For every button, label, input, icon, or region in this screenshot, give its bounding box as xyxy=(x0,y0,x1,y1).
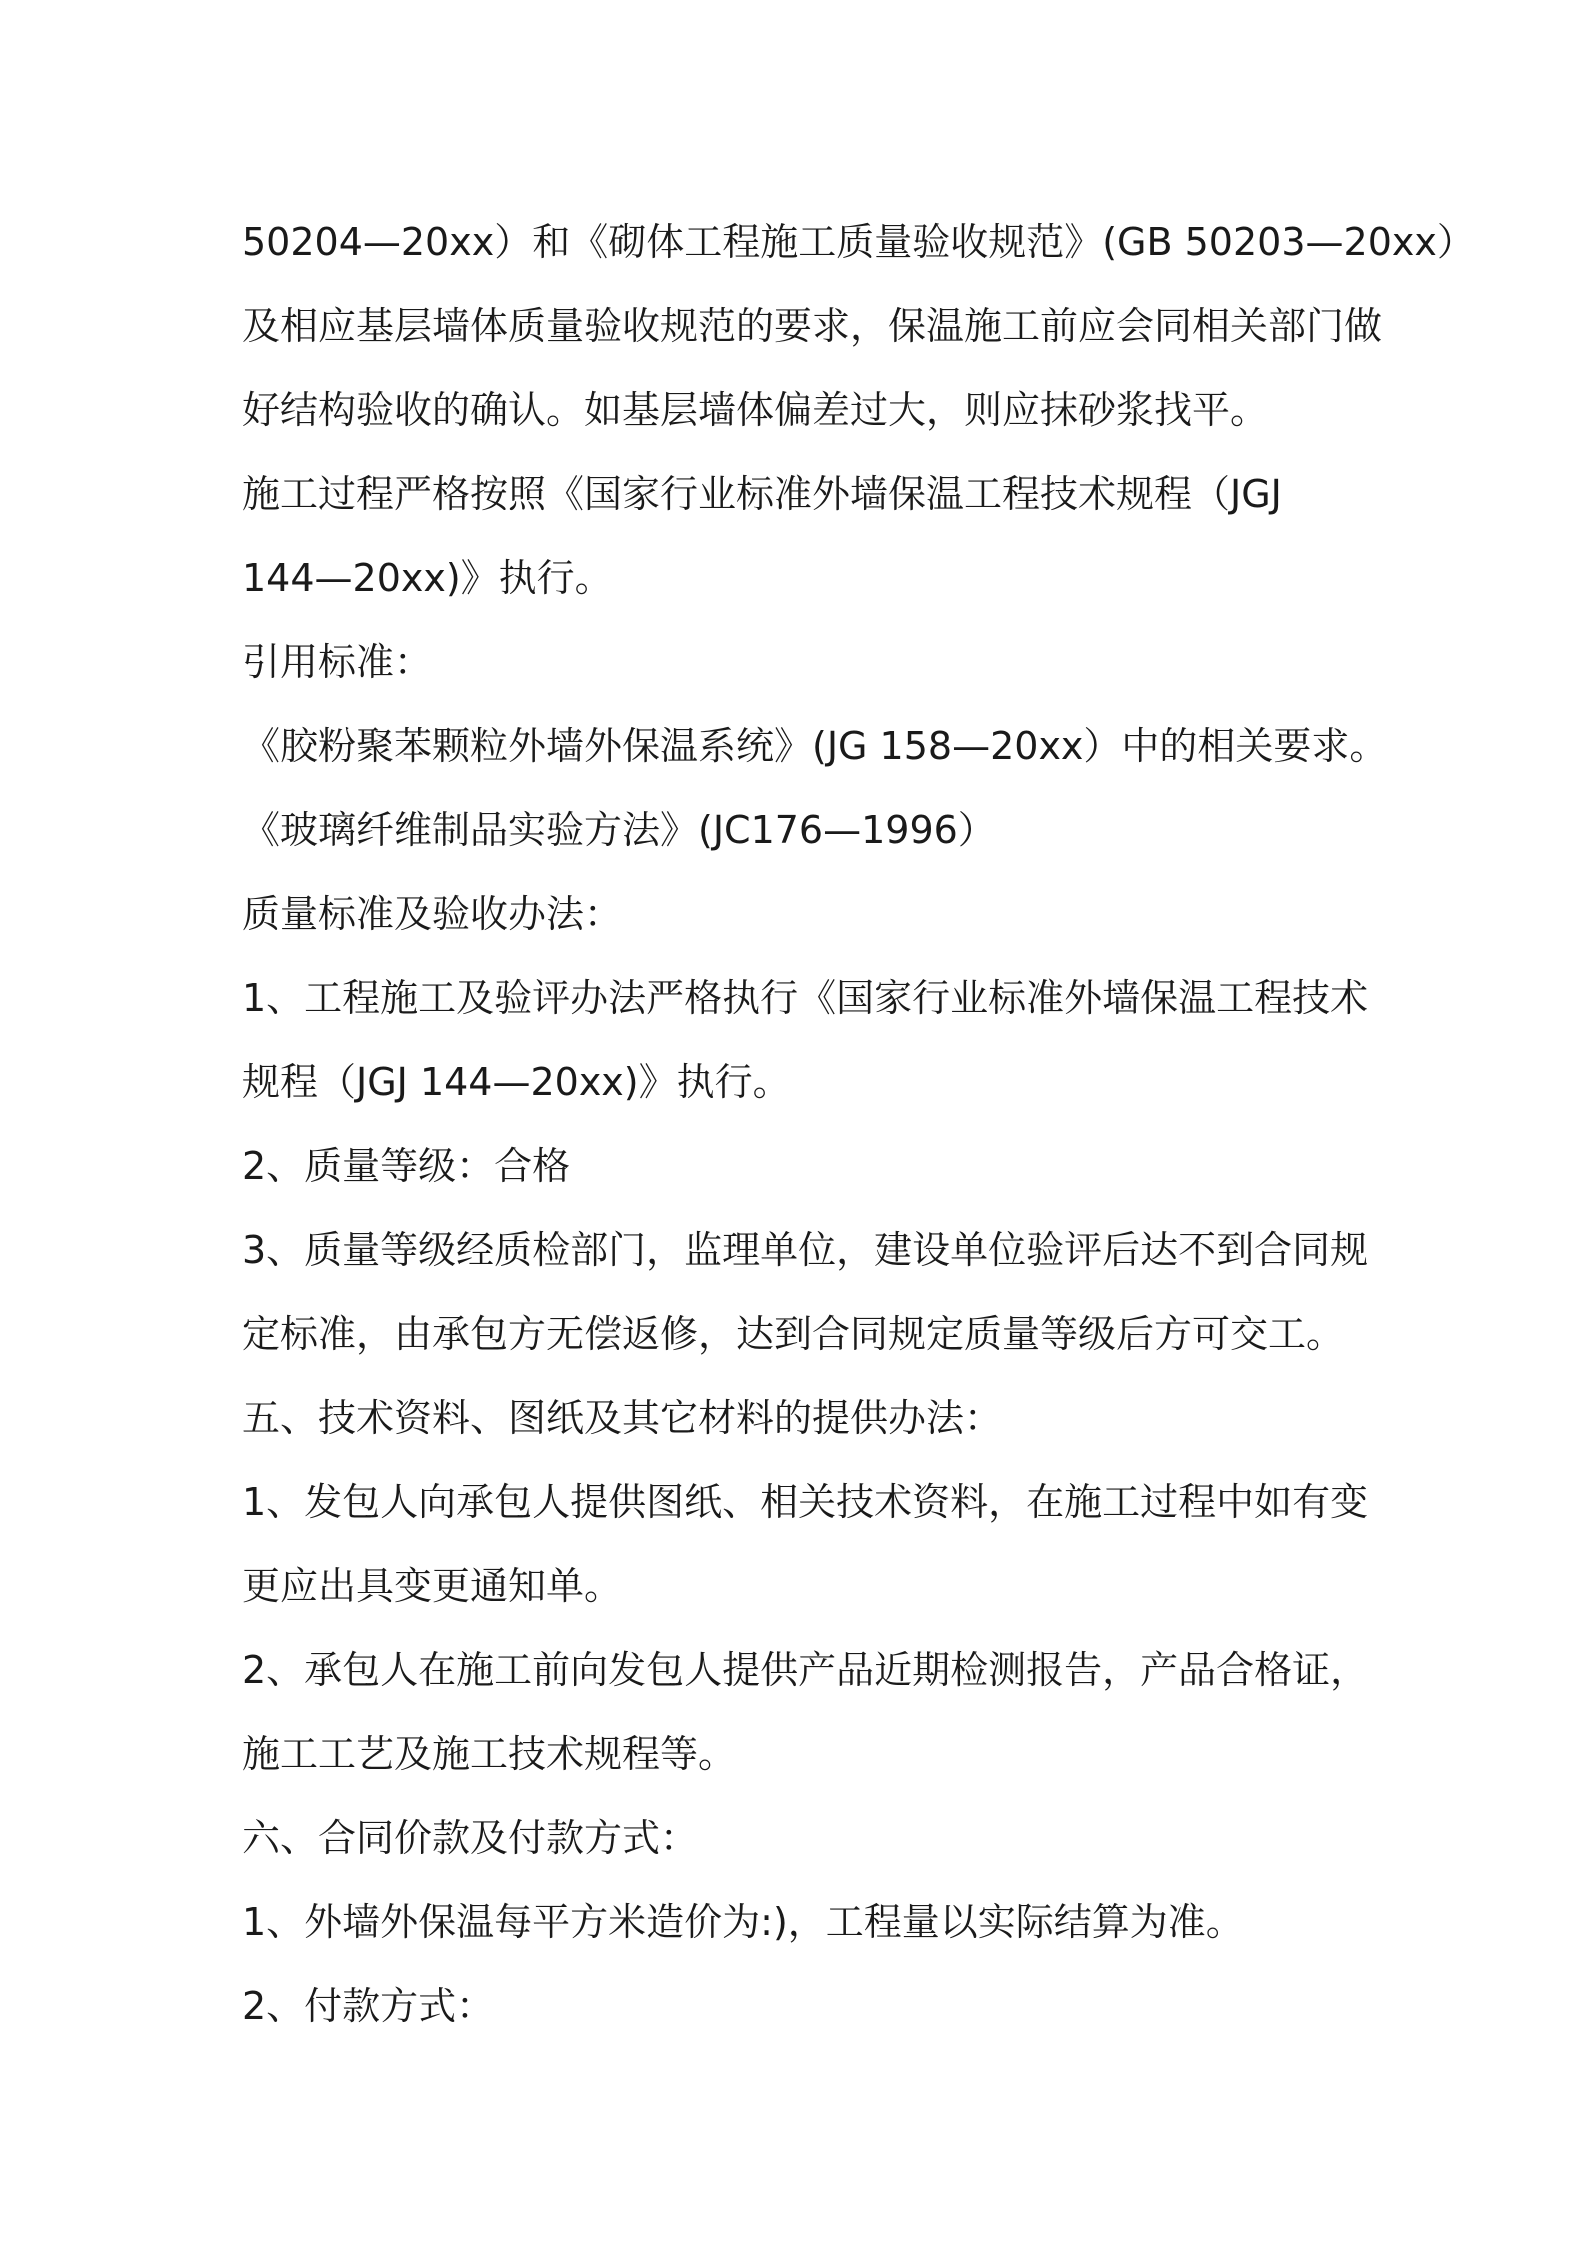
section-heading-contract-price: 六、合同价款及付款方式： xyxy=(242,1816,699,1860)
text-line: 3、质量等级经质检部门，监理单位，建设单位验评后达不到合同规 xyxy=(242,1228,1369,1272)
text-line: 施工过程严格按照《国家行业标准外墙保温工程技术规程（JGJ xyxy=(242,472,1282,516)
section-heading-technical-materials: 五、技术资料、图纸及其它材料的提供办法： xyxy=(242,1396,1003,1440)
text-line: 1、外墙外保温每平方米造价为:)，工程量以实际结算为准。 xyxy=(242,1900,1244,1944)
text-line: 2、承包人在施工前向发包人提供产品近期检测报告，产品合格证， xyxy=(242,1648,1369,1692)
document-body xyxy=(242,200,1475,2048)
text-line: 定标准，由承包方无偿返修，达到合同规定质量等级后方可交工。 xyxy=(242,1312,1345,1356)
text-line: 50204—20xx）和《砌体工程施工质量验收规范》(GB 50203—20xx） xyxy=(242,220,1475,264)
text-line: 施工工艺及施工技术规程等。 xyxy=(242,1732,737,1776)
text-line: 2、质量等级：合格 xyxy=(242,1144,571,1188)
text-line: 2、付款方式： xyxy=(242,1984,495,2028)
text-line: 1、发包人向承包人提供图纸、相关技术资料，在施工过程中如有变 xyxy=(242,1480,1369,1524)
text-line: 规程（JGJ 144—20xx)》执行。 xyxy=(242,1060,791,1104)
text-line: 144—20xx)》执行。 xyxy=(242,556,613,600)
section-heading-quality-standards: 质量标准及验收办法： xyxy=(242,892,623,936)
text-line: 1、工程施工及验评办法严格执行《国家行业标准外墙保温工程技术 xyxy=(242,976,1369,1020)
text-line: 及相应基层墙体质量验收规范的要求，保温施工前应会同相关部门做 xyxy=(242,304,1383,348)
text-line: 《玻璃纤维制品实验方法》(JC176—1996） xyxy=(242,808,996,852)
text-line: 好结构验收的确认。如基层墙体偏差过大，则应抹砂浆找平。 xyxy=(242,388,1269,432)
text-line: 更应出具变更通知单。 xyxy=(242,1564,623,1608)
section-heading-cited-standards: 引用标准： xyxy=(242,640,433,684)
text-line: 《胶粉聚苯颗粒外墙外保温系统》(JG 158—20xx）中的相关要求。 xyxy=(242,724,1388,768)
